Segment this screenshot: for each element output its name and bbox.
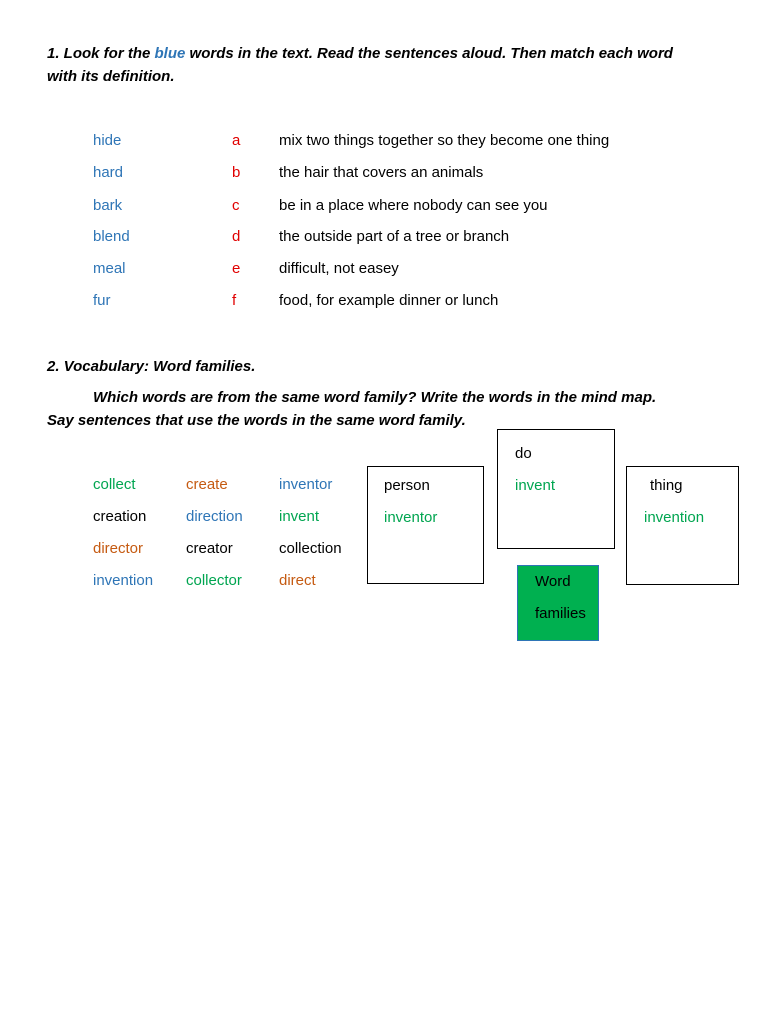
match-letter: a: [232, 132, 241, 149]
match-word: hide: [93, 132, 122, 149]
match-letter: b: [232, 164, 241, 181]
do-label: do: [515, 445, 532, 462]
match-definition: the outside part of a tree or branch: [279, 228, 510, 245]
section2-heading: 2. Vocabulary: Word families.: [47, 358, 256, 375]
match-word: blend: [93, 228, 130, 245]
grid-word: collection: [279, 540, 342, 557]
grid-word: invention: [93, 572, 154, 589]
grid-word: collector: [186, 572, 242, 589]
match-letter: d: [232, 228, 241, 245]
grid-word: director: [93, 540, 144, 557]
section1-instruction-line2: with its definition.: [47, 68, 175, 85]
grid-word: direct: [279, 572, 316, 589]
section2-instruction-line1: Which words are from the same word family? Write the words in the mind map.: [93, 389, 657, 406]
match-definition: be in a place where nobody can see you: [279, 197, 548, 214]
mindmap-do-box: [497, 429, 615, 549]
match-word: hard: [93, 164, 124, 181]
do-example: invent: [515, 477, 556, 494]
thing-label: thing: [650, 477, 683, 494]
instruction-text: words in the text. Read the sentences aloud. Then match each word: [185, 45, 673, 62]
grid-word: creator: [186, 540, 233, 557]
person-label: person: [384, 477, 430, 494]
mindmap-thing-box: [626, 466, 739, 585]
grid-word: inventor: [279, 476, 333, 493]
match-letter: e: [232, 260, 241, 277]
instruction-highlight: blue: [154, 45, 186, 62]
person-example: inventor: [384, 509, 438, 526]
grid-word: create: [186, 476, 228, 493]
match-word: bark: [93, 197, 123, 214]
grid-word: creation: [93, 508, 147, 525]
match-definition: food, for example dinner or lunch: [279, 292, 499, 309]
grid-word: invent: [279, 508, 320, 525]
section1-instruction: [47, 43, 673, 65]
match-word: fur: [93, 292, 111, 309]
match-definition: the hair that covers an animals: [279, 164, 484, 181]
mindmap-person-box: [367, 466, 484, 584]
center-label-line2: families: [535, 605, 586, 622]
match-definition: difficult, not easey: [279, 260, 399, 277]
match-word: meal: [93, 260, 126, 277]
grid-word: collect: [93, 476, 136, 493]
match-letter: c: [232, 197, 240, 214]
mindmap-center-box: [517, 565, 599, 641]
thing-example: invention: [644, 509, 705, 526]
match-definition: mix two things together so they become one thing: [279, 132, 610, 149]
center-label-line1: Word: [535, 573, 571, 590]
section2-instruction-line2: Say sentences that use the words in the same word family.: [47, 412, 466, 429]
instruction-text: 1. Look for the: [47, 45, 155, 62]
grid-word: direction: [186, 508, 243, 525]
match-letter: f: [232, 292, 237, 309]
